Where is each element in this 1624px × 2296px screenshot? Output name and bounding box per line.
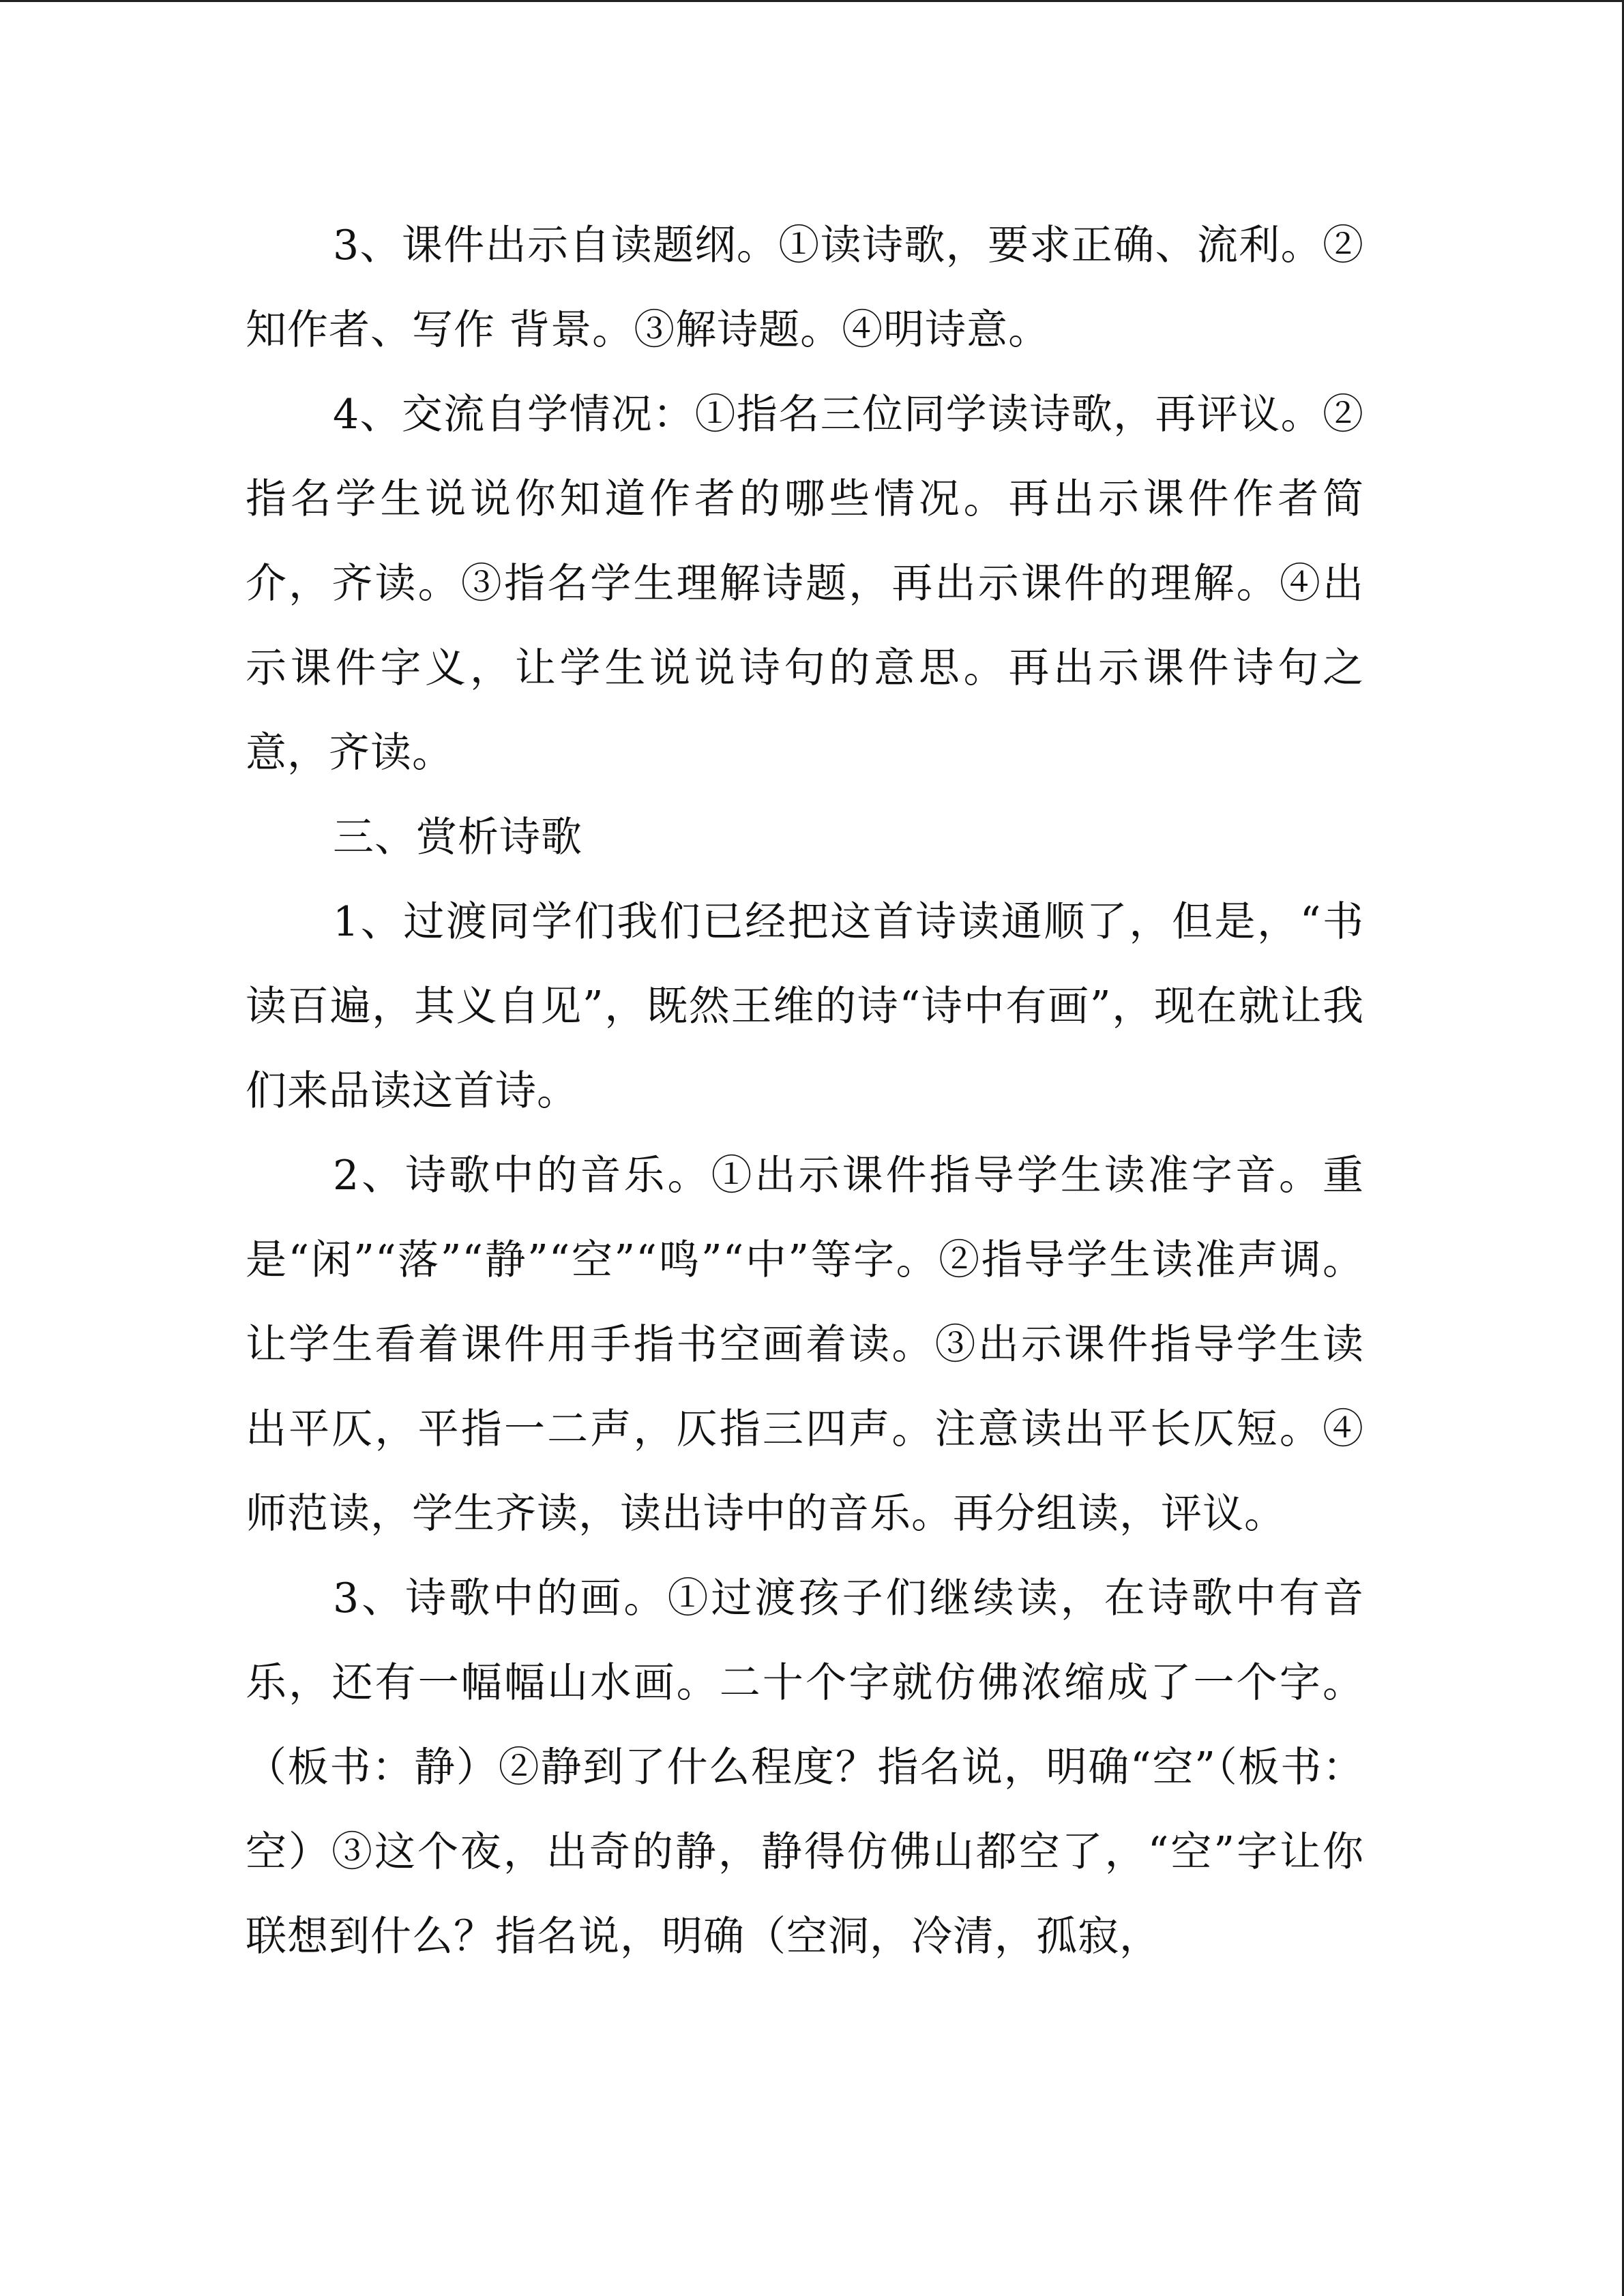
document-body bbox=[246, 203, 1364, 1979]
section-heading-appreciate-poem: 三、赏析诗歌 bbox=[333, 814, 582, 861]
paragraph-self-study-outline: 3、课件出示自读题纲。①读诗歌，要求正确、流利。②知作者、写作 背景。③解诗题。④明诗意。 bbox=[246, 222, 1364, 354]
paragraph-transition: 1、过渡同学们我们已经把这首诗读通顺了，但是，“书读百遍，其义自见”，既然王维的诗“诗中有画”，现在就让我们来品读这首诗。 bbox=[246, 898, 1364, 1115]
paragraph-poem-painting: 3、诗歌中的画。①过渡孩子们继续读，在诗歌中有音乐，还有一幅幅山水画。二十个字就仿佛浓缩成了一个字。（板书：静）②静到了什么程度？指名说，明确“空”（板书：空）③这个夜，出奇的静，静得仿佛山都空了，“空”字让你联想到什么？指名说，明确（空洞，冷清，孤寂， bbox=[246, 1575, 1364, 1960]
page-border-top bbox=[0, 0, 1624, 2]
paragraph-poem-music: 2、诗歌中的音乐。①出示课件指导学生读准字音。重是“闲”“落”“静”“空”“鸣”“中”等字。②指导学生读准声调。让学生看着课件用手指书空画着读。③出示课件指导学生读出平仄，平指一二声，仄指三四声。注意读出平长仄短。④师范读，学生齐读，读出诗中的音乐。再分组读，评议。 bbox=[246, 1152, 1364, 1538]
paragraph-exchange-self-study: 4、交流自学情况：①指名三位同学读诗歌，再评议。②指名学生说说你知道作者的哪些情况。再出示课件作者简介，齐读。③指名学生理解诗题，再出示课件的理解。④出示课件字义，让学生说说诗句的意思。再出示课件诗句之意，齐读。 bbox=[246, 391, 1364, 777]
